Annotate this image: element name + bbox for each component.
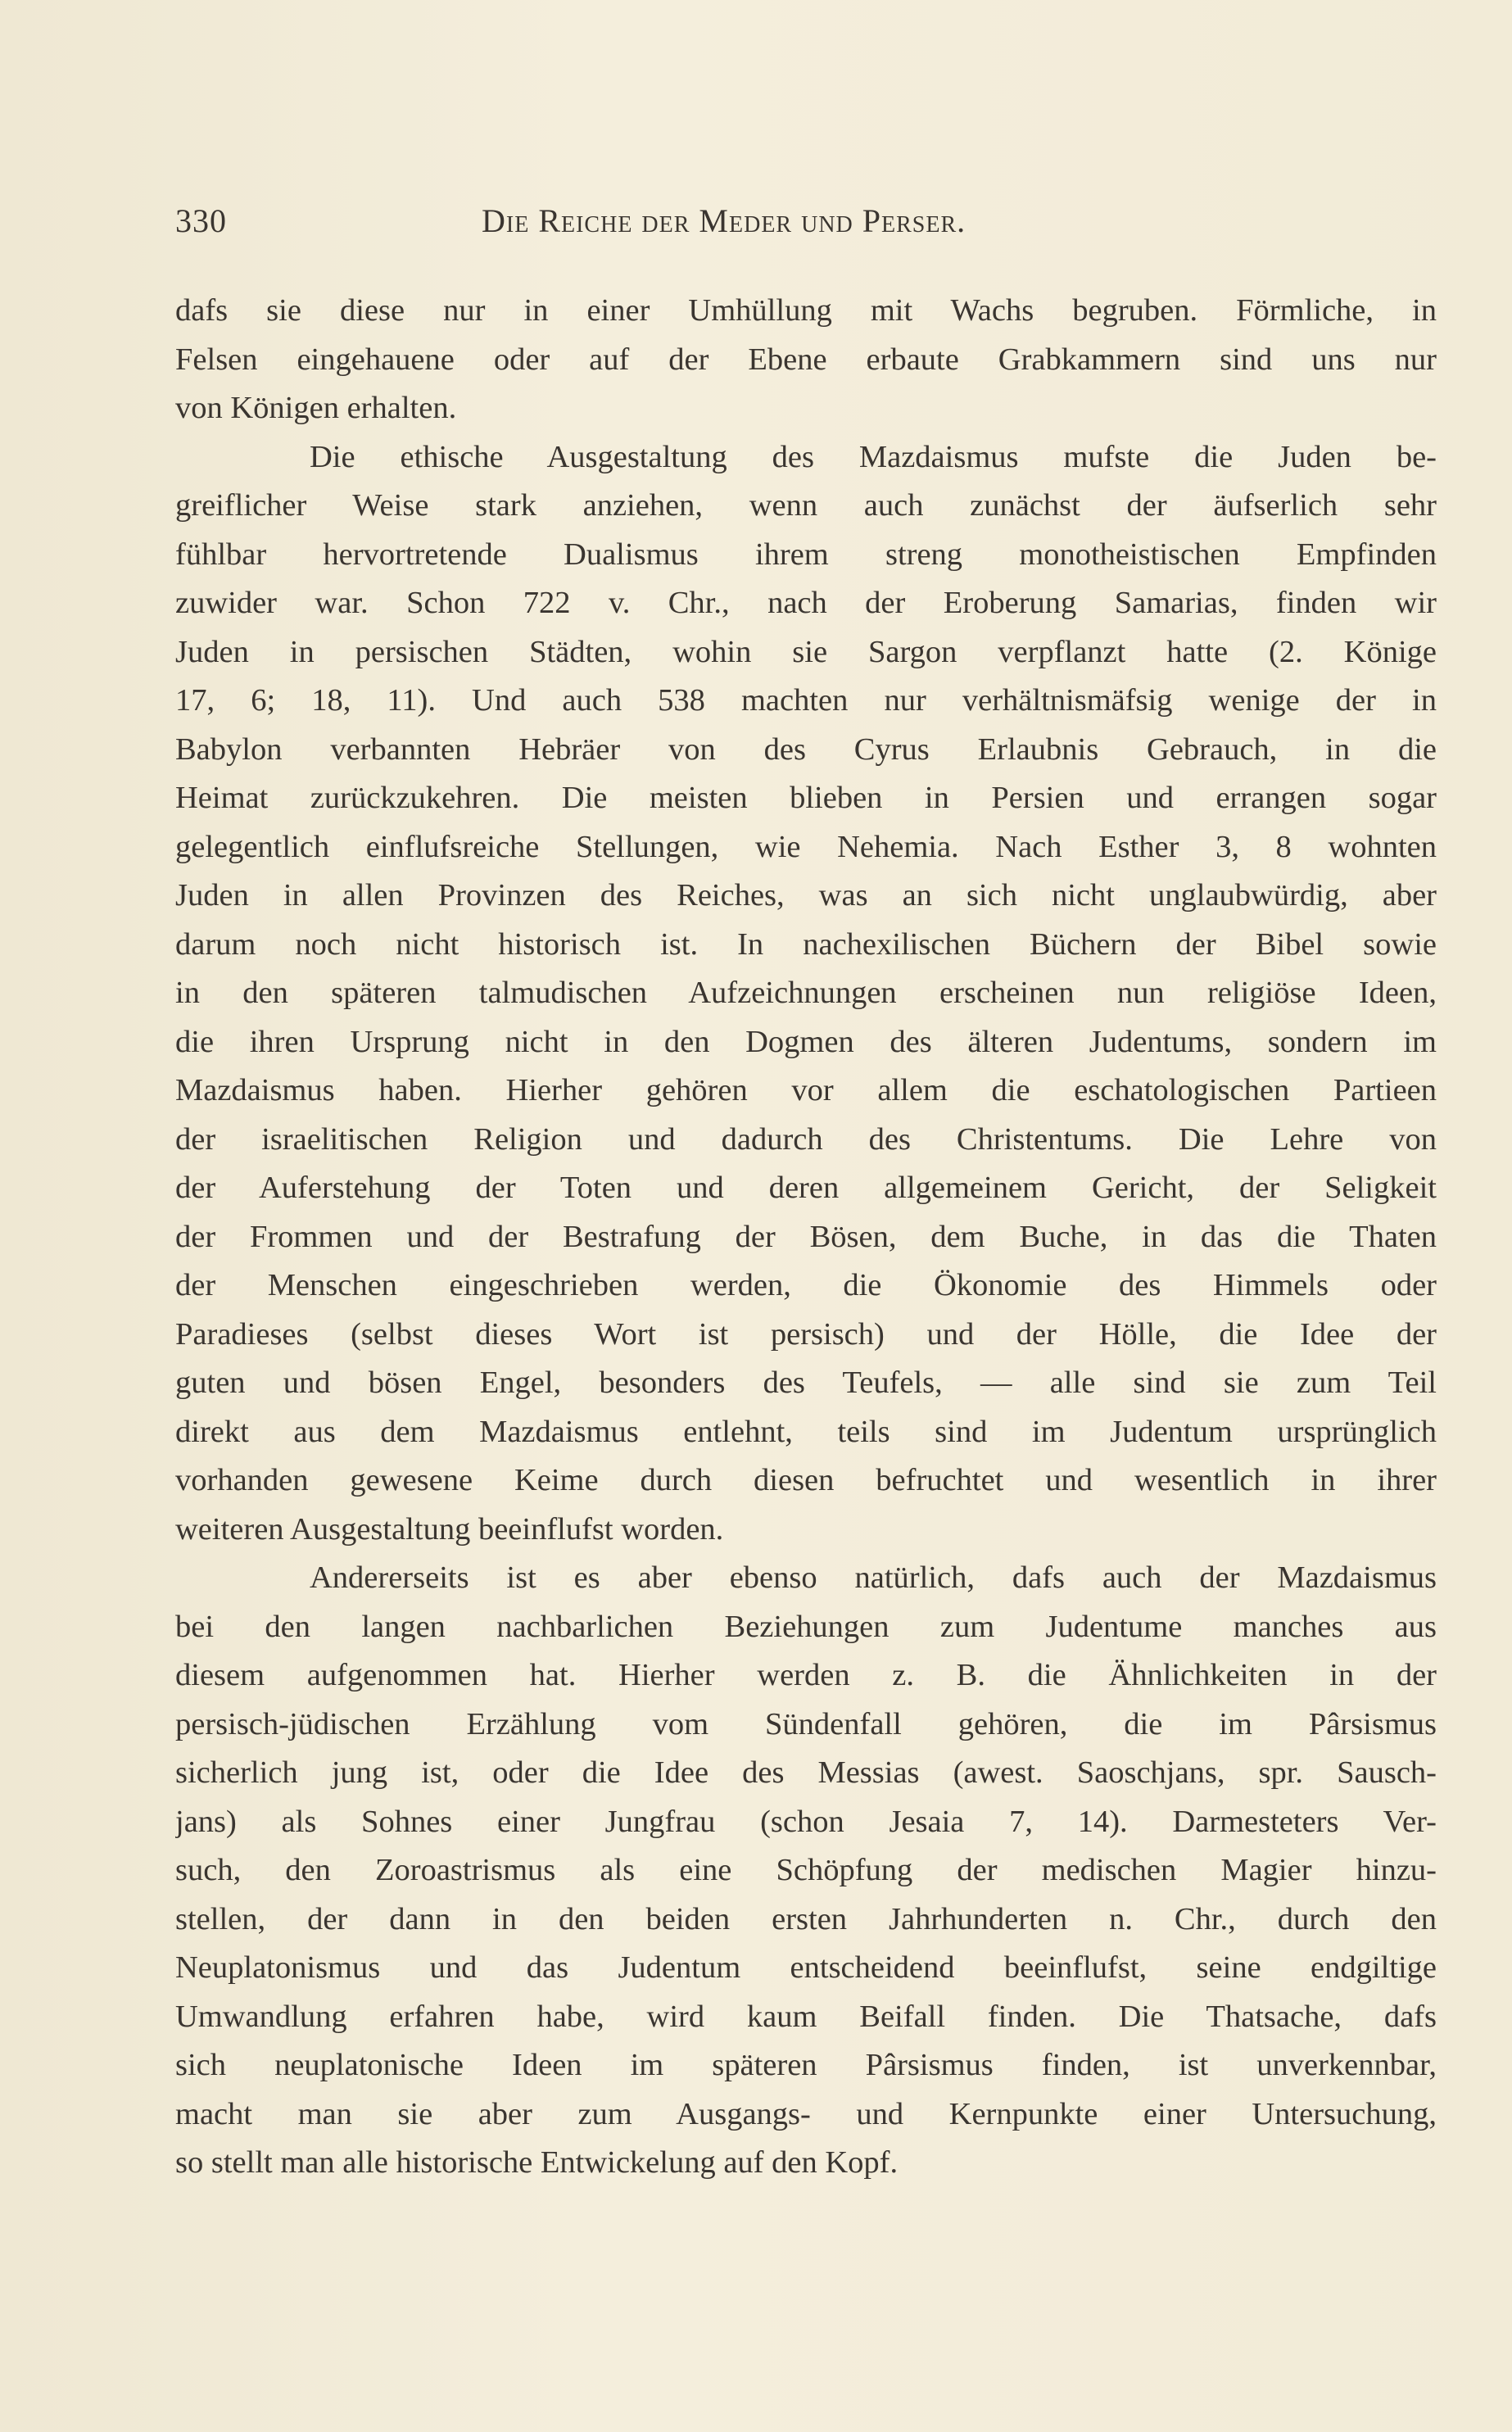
text-line: der israelitischen Religion und dadurch des Christentums. Die Lehre von [175,1121,1437,1157]
text-line: vorhanden gewesene Keime durch diesen befruchtet und wesentlich in ihrer [175,1463,1437,1497]
text-line: von Königen erhalten. [175,391,457,425]
text-line: stellen, der dann in den beiden ersten Jahrhunderten n. Chr., durch den [175,1901,1437,1936]
text-line: der Auferstehung der Toten und deren allgemeinem Gericht, der Seligkeit [175,1171,1437,1205]
text-line: der Frommen und der Bestrafung der Bösen, dem Buche, in das die Thaten [175,1219,1437,1254]
text-line: greiflicher Weise stark anziehen, wenn auch zunächst der äufserlich sehr [175,488,1437,523]
text-line: gelegentlich einflufsreiche Stellungen, wie Nehemia. Nach Esther 3, 8 wohnten [175,829,1437,864]
text-line: Neuplatonismus und das Judentum entscheidend beeinflufst, seine endgiltige [175,1950,1437,1985]
text-line: sich neuplatonische Ideen im späteren Pârsismus finden, ist unverkennbar, [175,2048,1437,2082]
text-line: persisch-jüdischen Erzählung vom Sündenfall gehören, die im Pârsismus [175,1706,1437,1741]
text-line: zuwider war. Schon 722 v. Chr., nach der Eroberung Samarias, finden wir [175,586,1437,620]
text-line: direkt aus dem Mazdaismus entlehnt, teils sind im Judentum ursprünglich [175,1414,1437,1449]
text-line: guten und bösen Engel, besonders des Teufels, — alle sind sie zum Teil [175,1365,1437,1400]
page-number: 330 [175,202,227,239]
text-line: jans) als Sohnes einer Jungfrau (schon Jesaia 7, 14). Darmesteters Ver- [175,1804,1437,1839]
text-line: weiteren Ausgestaltung beeinflufst worden. [175,1511,724,1547]
text-line: Andererseits ist es aber ebenso natürlich, dafs auch der Mazdaismus [310,1560,1437,1595]
text-line: Juden in allen Provinzen des Reiches, was an sich nicht unglaubwürdig, aber [175,878,1437,913]
text-line: 17, 6; 18, 11). Und auch 538 machten nur verhältnismäfsig wenige der in [175,683,1437,718]
text-line: der Menschen eingeschrieben werden, die Ökonomie des Himmels oder [175,1268,1437,1302]
text-line: diesem aufgenommen hat. Hierher werden z. B. die Ähnlichkeiten in der [175,1658,1437,1692]
text-line: Die ethische Ausgestaltung des Mazdaismus mufste die Juden be- [310,439,1437,474]
running-title: Die Reiche der Meder und Perser. [482,202,967,239]
text-line: darum noch nicht historisch ist. In nachexilischen Büchern der Bibel sowie [175,926,1437,962]
text-line: Paradieses (selbst dieses Wort ist persisch) und der Hölle, die Idee der [175,1316,1437,1352]
text-line: so stellt man alle historische Entwickelung auf den Kopf. [175,2145,899,2180]
text-line: sicherlich jung ist, oder die Idee des Messias (awest. Saoschjans, spr. Sausch- [175,1755,1437,1790]
text-line: dafs sie diese nur in einer Umhüllung mit Wachs begruben. Förmliche, in [175,293,1437,328]
page-header [175,202,1437,251]
text-line: Mazdaismus haben. Hierher gehören vor allem die eschatologischen Partieen [175,1073,1437,1107]
body-text [175,287,1437,2188]
text-line: in den späteren talmudischen Aufzeichnungen erscheinen nun religiöse Ideen, [175,976,1437,1010]
text-line: Juden in persischen Städten, wohin sie Sargon verpflanzt hatte (2. Könige [175,634,1437,669]
text-line: Felsen eingehauene oder auf der Ebene erbaute Grabkammern sind uns nur [175,342,1437,377]
text-line: such, den Zoroastrismus als eine Schöpfung der medischen Magier hinzu- [175,1853,1437,1887]
text-line: Umwandlung erfahren habe, wird kaum Beifall finden. Die Thatsache, dafs [175,1999,1437,2034]
text-line: Babylon verbannten Hebräer von des Cyrus Erlaubnis Gebrauch, in die [175,731,1437,767]
text-line: Heimat zurückzukehren. Die meisten blieben in Persien und errangen sogar [175,781,1437,815]
text-line: macht man sie aber zum Ausgangs- und Kernpunkte einer Untersuchung, [175,2096,1437,2131]
text-line: bei den langen nachbarlichen Beziehungen zum Judentume manches aus [175,1609,1437,1644]
text-line: die ihren Ursprung nicht in den Dogmen des älteren Judentums, sondern im [175,1024,1437,1059]
text-line: fühlbar hervortretende Dualismus ihrem streng monotheistischen Empfinden [175,537,1437,572]
